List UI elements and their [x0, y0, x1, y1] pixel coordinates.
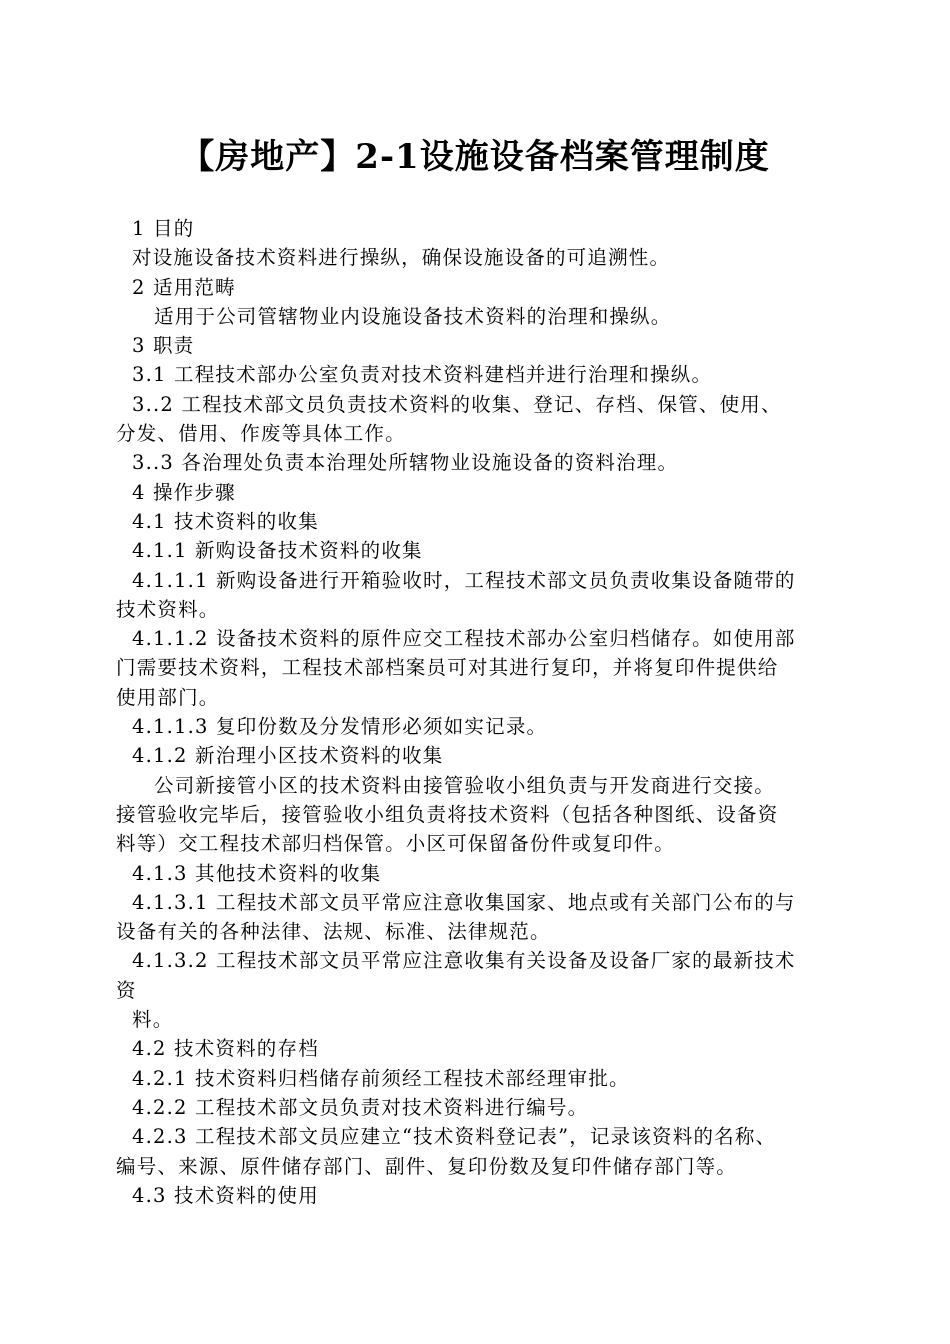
paragraph-line: 公司新接管小区的技术资料由接管验收小组负责与开发商进行交接。	[154, 773, 776, 797]
paragraph-line: 资	[116, 978, 137, 1002]
subsection-heading: 4.3 技术资料的使用	[132, 1183, 319, 1207]
subsection-heading: 4.1.3 其他技术资料的收集	[132, 861, 382, 885]
paragraph-line: 4.2.2 工程技术部文员负责对技术资料进行编号。	[132, 1095, 589, 1119]
paragraph-line: 编号、来源、原件储存部门、副件、复印份数及复印件储存部门等。	[116, 1154, 738, 1178]
section-heading-procedure: 4 操作步骤	[132, 480, 236, 504]
paragraph-line: 3.1 工程技术部办公室负责对技术资料建档并进行治理和操纵。	[132, 363, 713, 387]
paragraph-line: 门需要技术资料，工程技术部档案员可对其进行复印，并将复印件提供给	[116, 656, 779, 680]
paragraph-line: 料等）交工程技术部归档保管。小区可保留备份件或复印件。	[116, 832, 675, 856]
paragraph-line: 使用部门。	[116, 685, 220, 709]
paragraph-line: 3..2 工程技术部文员负责技术资料的收集、登记、存档、保管、使用、	[132, 392, 782, 416]
paragraph-line: 接管验收完毕后，接管验收小组负责将技术资料（包括各种图纸、设备资	[116, 802, 779, 826]
paragraph-line: 4.1.1.2 设备技术资料的原件应交工程技术部办公室归档储存。如使用部	[132, 627, 796, 651]
paragraph-line: 适用于公司管辖物业内设施设备技术资料的治理和操纵。	[154, 304, 672, 328]
section-heading-scope: 2 适用范畴	[132, 275, 236, 299]
paragraph-line: 4.1.3.2 工程技术部文员平常应注意收集有关设备及设备厂家的最新技术	[132, 949, 796, 973]
section-heading-purpose: 1 目的	[132, 217, 195, 240]
subsection-heading: 4.1 技术资料的收集	[132, 509, 319, 533]
paragraph-line: 设备有关的各种法律、法规、标准、法律规范。	[116, 920, 551, 944]
paragraph-line: 4.1.1.3 复印份数及分发情形必须如实记录。	[132, 715, 548, 739]
section-heading-responsibilities: 3 职责	[132, 334, 195, 358]
paragraph-line: 技术资料。	[116, 597, 220, 621]
paragraph-line: 4.1.3.1 工程技术部文员平常应注意收集国家、地点或有关部门公布的与	[132, 890, 796, 914]
subsection-heading: 4.2 技术资料的存档	[132, 1037, 319, 1061]
paragraph-line: 料。	[132, 1008, 174, 1032]
document-body	[116, 214, 834, 1210]
subsection-heading: 4.1.2 新治理小区技术资料的收集	[132, 744, 444, 768]
document-title: 【房地产】2-1设施设备档案管理制度	[180, 137, 770, 177]
paragraph-line: 3..3 各治理处负责本治理处所辖物业设施设备的资料治理。	[132, 451, 679, 475]
paragraph-line: 4.1.1.1 新购设备进行开箱验收时，工程技术部文员负责收集设备随带的	[132, 568, 796, 592]
paragraph-line: 4.2.3 工程技术部文员应建立“技术资料登记表”，记录该资料的名称、	[132, 1125, 777, 1149]
paragraph-line: 4.2.1 技术资料归档储存前须经工程技术部经理审批。	[132, 1066, 630, 1090]
subsection-heading: 4.1.1 新购设备技术资料的收集	[132, 539, 423, 563]
paragraph-line: 分发、借用、作废等具体工作。	[116, 422, 406, 446]
paragraph-line: 对设施设备技术资料进行操纵，确保设施设备的可追溯性。	[132, 246, 671, 270]
